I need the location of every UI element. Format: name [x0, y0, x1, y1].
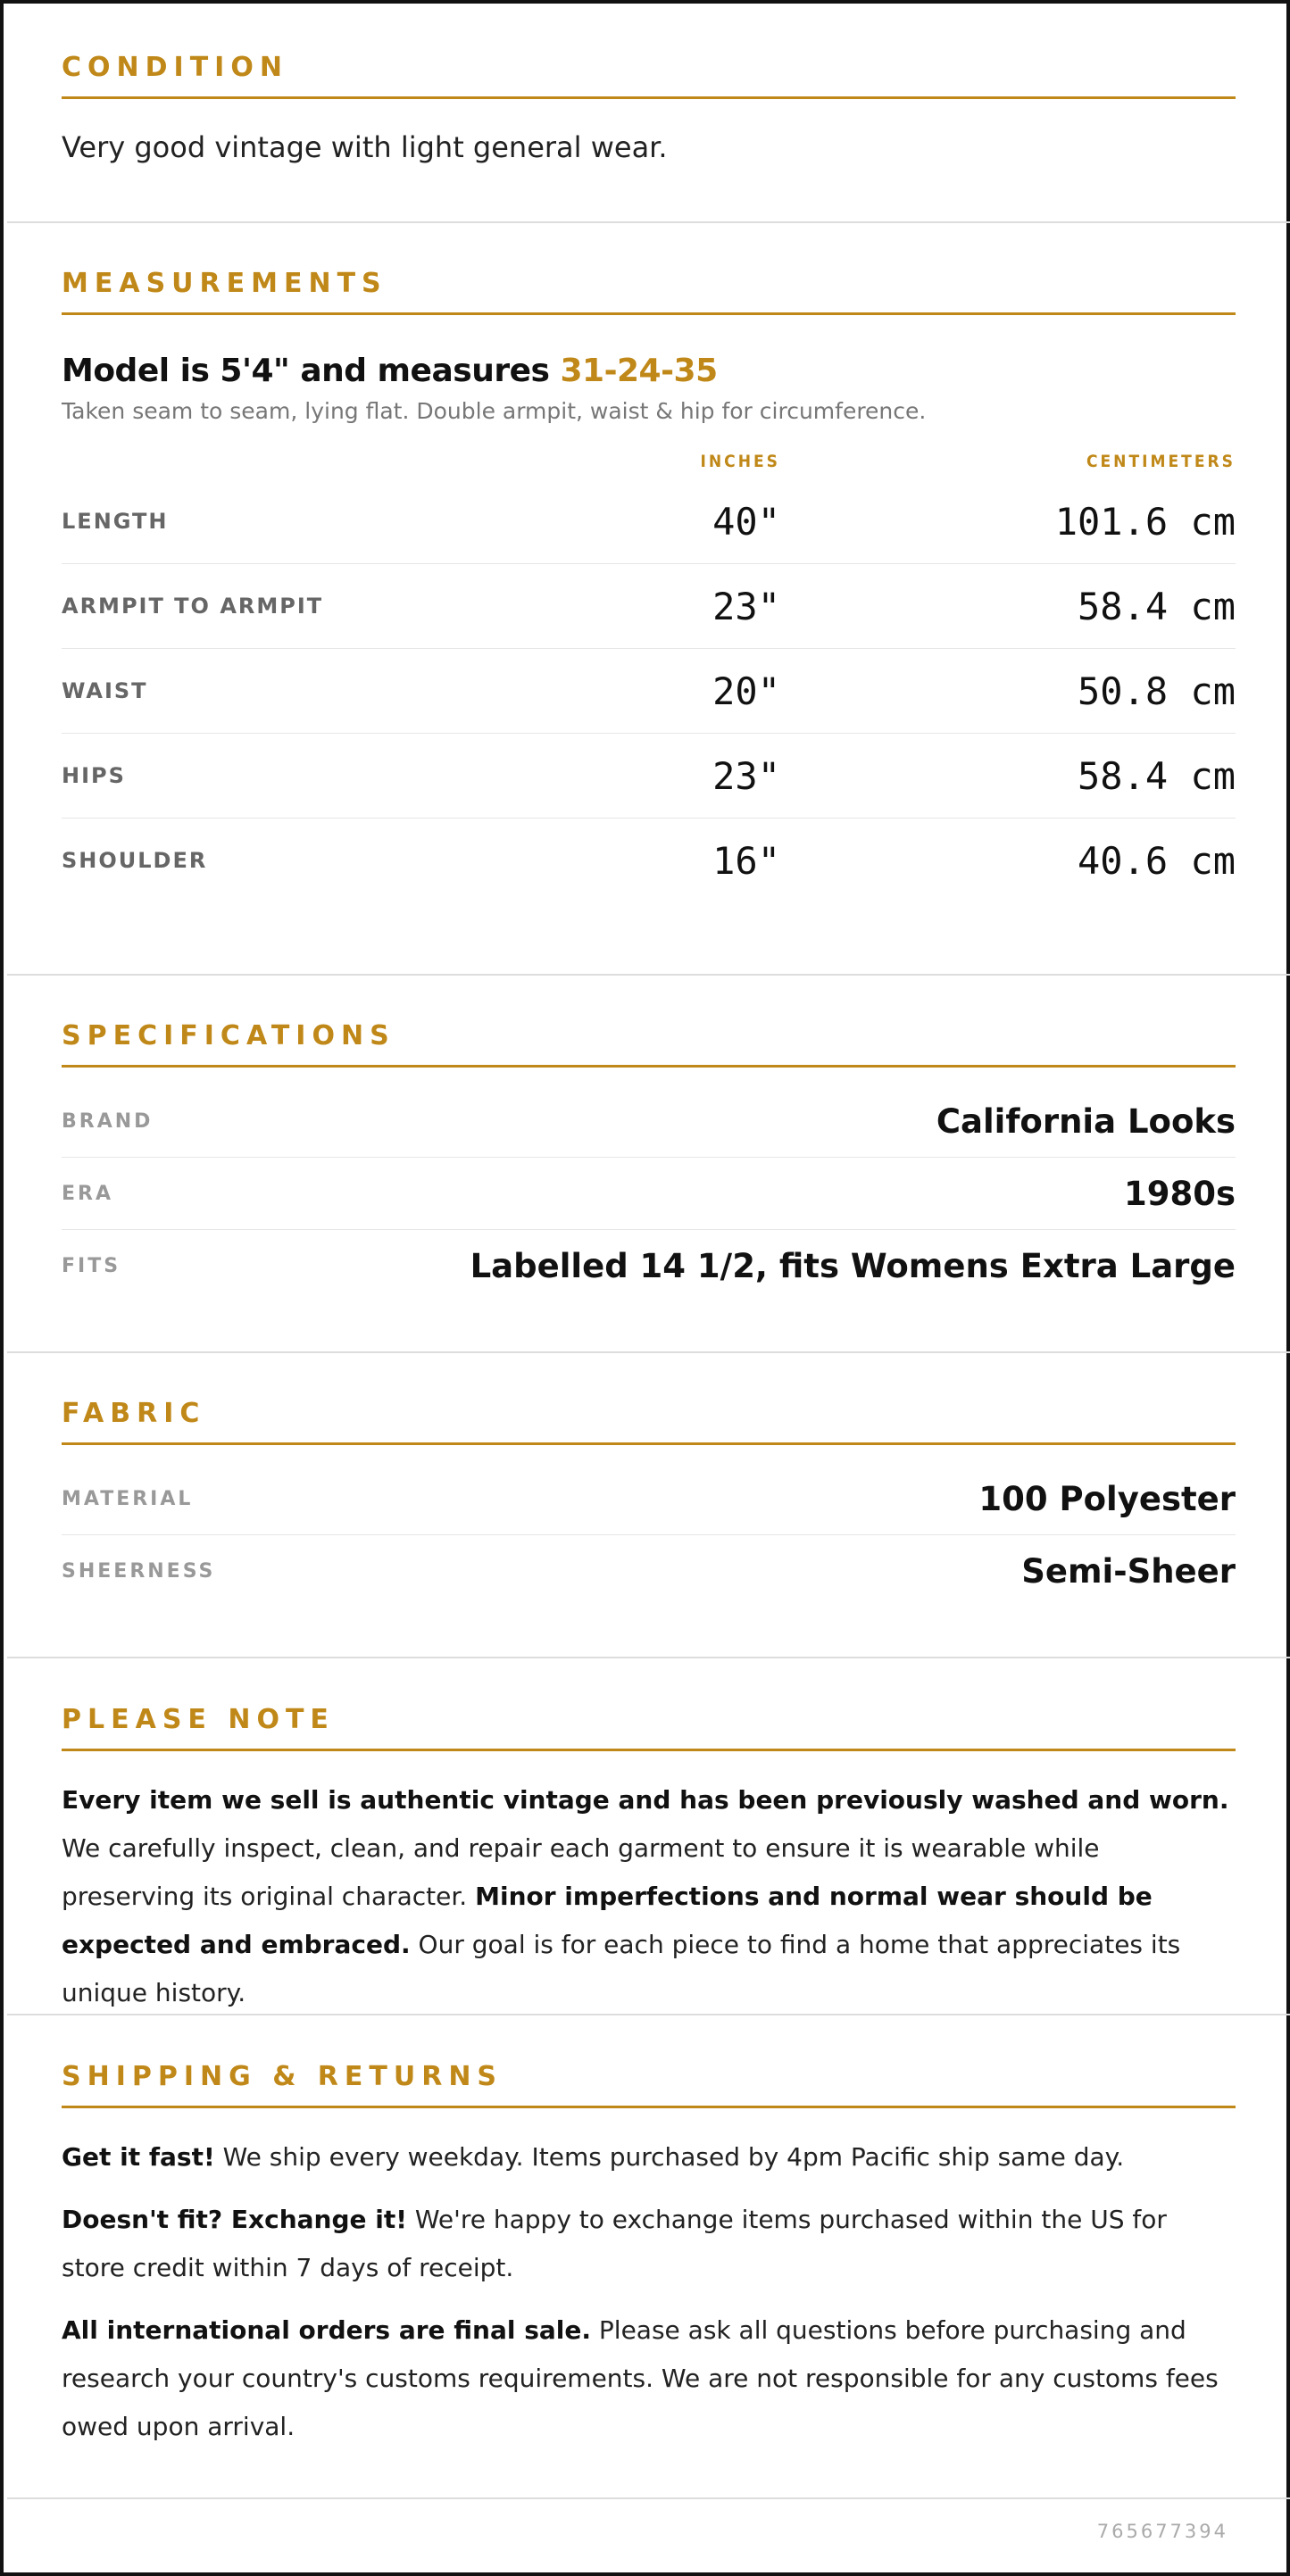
note-text-2: Our goal is for each piece to find a home that appreciates its unique history. — [62, 1930, 1181, 2007]
spec-row — [62, 1158, 1236, 1230]
please-note-section — [7, 1702, 1290, 2017]
measurement-label: WAIST — [62, 678, 148, 703]
model-measurements — [62, 353, 1236, 389]
measurements-table — [62, 444, 1236, 902]
section-divider — [7, 974, 1290, 976]
fabric-title: FABRIC — [62, 1396, 1236, 1445]
shipping-text: We ship every weekday. Items purchased by 4pm Pacific ship same day. — [214, 2142, 1125, 2172]
measurement-row — [62, 564, 1236, 649]
spec-key: ERA — [62, 1182, 113, 1205]
measurement-cm: 50.8 cm — [1077, 669, 1236, 713]
please-note-title: PLEASE NOTE — [62, 1702, 1236, 1751]
measurement-inches: 40" — [712, 499, 780, 544]
please-note-text — [62, 1776, 1236, 2017]
measurement-inches: 16" — [712, 838, 780, 883]
shipping-title: SHIPPING & RETURNS — [62, 2059, 1236, 2108]
shipping-body — [62, 2133, 1236, 2451]
measurement-cm: 58.4 cm — [1077, 584, 1236, 628]
section-divider — [7, 1351, 1290, 1353]
section-divider — [7, 221, 1290, 223]
note-bold-2: Minor imperfections and normal wear should be expected and embraced. — [62, 1882, 1153, 1959]
specifications-section — [7, 1018, 1290, 1301]
measurement-label: ARMPIT TO ARMPIT — [62, 594, 324, 619]
spec-value: Labelled 14 1/2, fits Womens Extra Large — [470, 1246, 1236, 1285]
note-bold-1: Every item we sell is authentic vintage and has been previously washed and worn. — [62, 1785, 1229, 1815]
column-inches: INCHES — [700, 452, 780, 471]
section-divider — [7, 1657, 1290, 1658]
spec-row — [62, 1230, 1236, 1301]
shipping-bold: Get it fast! — [62, 2142, 215, 2172]
shipping-bold: Doesn't fit? Exchange it! — [62, 2205, 407, 2234]
shipping-text: We're happy to exchange items purchased within the US for store credit within 7 days of receipt. — [62, 2205, 1167, 2282]
column-centimeters: CENTIMETERS — [1086, 452, 1236, 471]
fabric-key: MATERIAL — [62, 1487, 194, 1510]
measurement-inches: 20" — [712, 669, 780, 713]
shipping-paragraph — [62, 2133, 1236, 2181]
measurement-label: LENGTH — [62, 509, 169, 534]
fabric-key: SHEERNESS — [62, 1559, 216, 1583]
spec-key: FITS — [62, 1254, 121, 1277]
measurement-inches: 23" — [712, 753, 780, 798]
measurements-section — [7, 266, 1290, 902]
measurement-row — [62, 819, 1236, 902]
spec-row — [62, 1085, 1236, 1158]
measurement-row — [62, 479, 1236, 564]
section-divider — [7, 2497, 1290, 2499]
measurement-cm: 40.6 cm — [1077, 838, 1236, 883]
measurement-cm: 101.6 cm — [1054, 499, 1236, 544]
section-divider — [7, 2014, 1290, 2015]
note-text-1: We carefully inspect, clean, and repair each garment to ensure it is wearable while preserving its original character. — [62, 1833, 1100, 1911]
fabric-value: Semi-Sheer — [1021, 1551, 1236, 1591]
specifications-list — [62, 1085, 1236, 1301]
product-id: 765677394 — [1096, 2521, 1228, 2542]
spec-value: California Looks — [936, 1101, 1236, 1141]
condition-text: Very good vintage with light general wear. — [62, 130, 668, 164]
shipping-paragraph — [62, 2306, 1236, 2451]
condition-section — [7, 50, 1290, 164]
spec-value: 1980s — [1123, 1174, 1236, 1213]
measurement-inches: 23" — [712, 584, 780, 628]
fabric-row — [62, 1463, 1236, 1535]
shipping-paragraph — [62, 2196, 1236, 2292]
fabric-list — [62, 1463, 1236, 1607]
model-measure-value: 31-24-35 — [560, 353, 718, 389]
shipping-section — [7, 2059, 1290, 2465]
spec-key: BRAND — [62, 1109, 154, 1133]
measurement-label: HIPS — [62, 763, 126, 788]
fabric-value: 100 Polyester — [978, 1479, 1236, 1518]
shipping-text: Please ask all questions before purchasing and research your country's customs requirements. We are not responsible for any customs fees owed upon arrival. — [62, 2315, 1219, 2441]
model-prefix: Model is 5'4" and measures — [62, 353, 561, 389]
measurement-cm: 58.4 cm — [1077, 753, 1236, 798]
measurement-row — [62, 649, 1236, 734]
fabric-row — [62, 1535, 1236, 1607]
measurements-title: MEASUREMENTS — [62, 266, 1236, 315]
condition-title: CONDITION — [62, 50, 1236, 99]
measurements-subtitle: Taken seam to seam, lying flat. Double armpit, waist & hip for circumference. — [62, 398, 927, 424]
measurements-header — [62, 444, 1236, 479]
fabric-section — [7, 1396, 1290, 1607]
measurement-label: SHOULDER — [62, 848, 208, 873]
measurement-row — [62, 734, 1236, 819]
shipping-bold: All international orders are final sale. — [62, 2315, 592, 2345]
specifications-title: SPECIFICATIONS — [62, 1018, 1236, 1068]
